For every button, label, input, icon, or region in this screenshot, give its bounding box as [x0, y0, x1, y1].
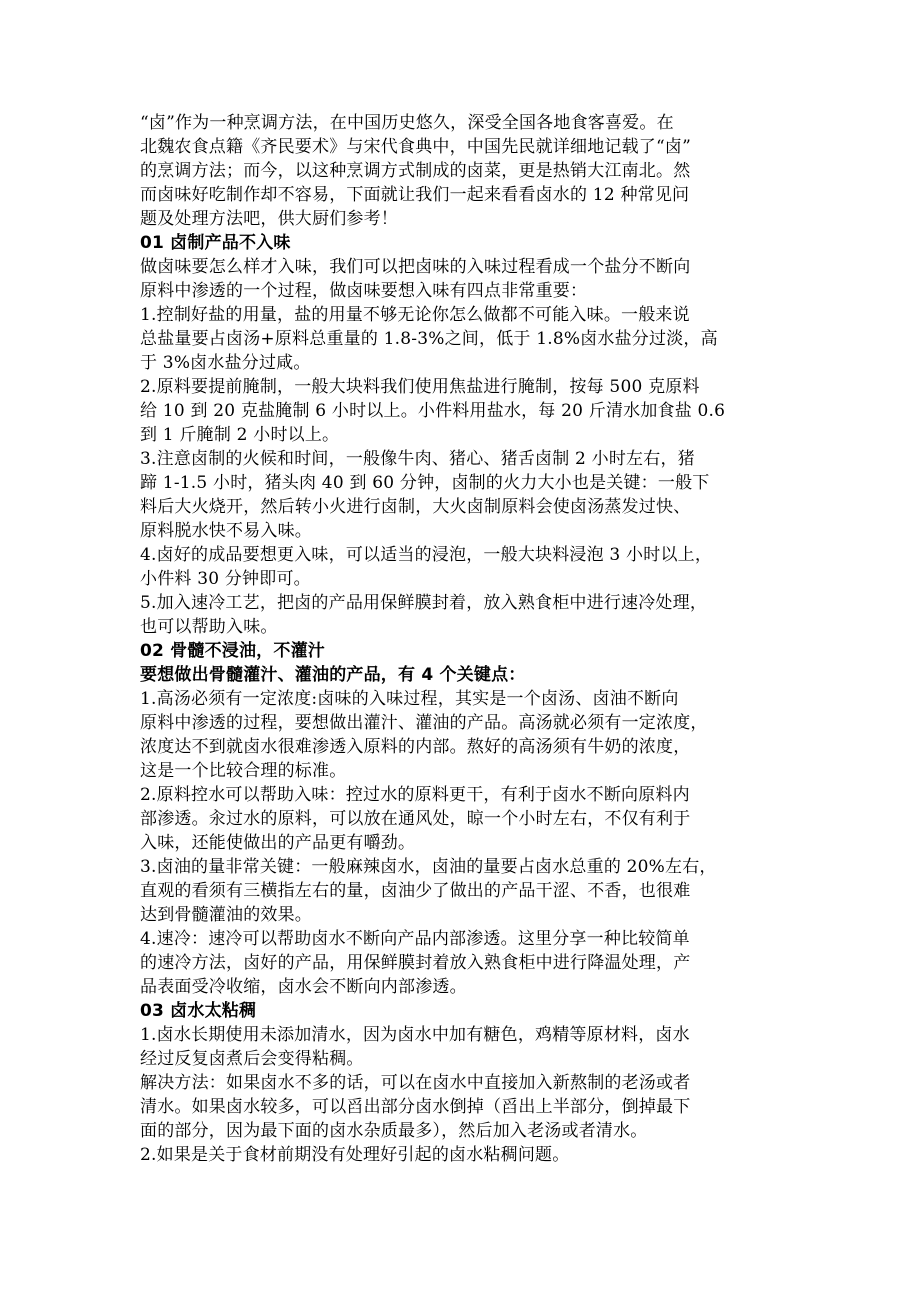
section-1-line: 4.卤好的成品要想更入味，可以适当的浸泡，一般大块料浸泡 3 小时以上， — [140, 545, 713, 565]
section-1-line: 总盐量要占卤汤+原料总重量的 1.8-3%之间，低于 1.8%卤水盐分过淡，高 — [140, 329, 718, 349]
section-1-line: 蹄 1-1.5 小时，猪头肉 40 到 60 分钟，卤制的火力大小也是关键：一般下 — [140, 473, 710, 493]
section-2-line: 4.速冷：速冷可以帮助卤水不断向产品内部渗透。这里分享一种比较简单 — [140, 929, 690, 949]
section-2-line: 入味，还能使做出的产品更有嚼劲。 — [140, 833, 416, 853]
section-1-heading: 01 卤制产品不入味 — [140, 233, 291, 253]
section-3-line: 经过反复卤煮后会变得粘稠。 — [140, 1049, 364, 1069]
section-1-line: 5.加入速冷工艺，把卤的产品用保鲜膜封着，放入熟食柜中进行速冷处理， — [140, 593, 708, 613]
section-1-line: 3.注意卤制的火候和时间，一般像牛肉、猪心、猪舌卤制 2 小时左右，猪 — [140, 449, 695, 469]
intro-line: 而卤味好吃制作却不容易，下面就让我们一起来看看卤水的 12 种常见问 — [140, 185, 690, 205]
section-2-line: 2.原料控水可以帮助入味：控过水的原料更干，有利于卤水不断向原料内 — [140, 785, 690, 805]
section-2-line: 达到骨髓灌油的效果。 — [140, 905, 312, 925]
section-3-line: 面的部分，因为最下面的卤水杂质最多），然后加入老汤或者清水。 — [140, 1121, 648, 1141]
document-page — [140, 111, 780, 1167]
section-3-line: 2.如果是关于食材前期没有处理好引起的卤水粘稠问题。 — [140, 1145, 570, 1165]
section-1-line: 给 10 到 20 克盐腌制 6 小时以上。小件料用盐水，每 20 斤清水加食盐 0.6 — [140, 401, 726, 421]
section-1-line: 2.原料要提前腌制，一般大块料我们使用焦盐进行腌制，按每 500 克原料 — [140, 377, 700, 397]
section-3-heading: 03 卤水太粘稠 — [140, 1001, 257, 1021]
section-3-line: 1.卤水长期使用未添加清水，因为卤水中加有糖色，鸡精等原材料，卤水 — [140, 1025, 690, 1045]
section-1-line: 小件料 30 分钟即可。 — [140, 569, 311, 589]
section-2-subheading: 要想做出骨髓灌汁、灌油的产品，有 4 个关键点： — [140, 665, 526, 685]
section-2-line: 原料中渗透的过程，要想做出灌汁、灌油的产品。高汤就必须有一定浓度， — [140, 713, 708, 733]
section-2-line: 浓度达不到就卤水很难渗透入原料的内部。熬好的高汤须有牛奶的浓度， — [140, 737, 691, 757]
section-1-line: 料后大火烧开，然后转小火进行卤制，大火卤制原料会使卤汤蒸发过快、 — [140, 497, 691, 517]
section-2-line: 的速冷方法，卤好的产品，用保鲜膜封着放入熟食柜中进行降温处理，产 — [140, 953, 691, 973]
section-1-line: 做卤味要怎么样才入味，我们可以把卤味的入味过程看成一个盐分不断向 — [140, 257, 691, 277]
intro-line: 的烹调方法；而今，以这种烹调方式制成的卤菜，更是热销大江南北。然 — [140, 161, 691, 181]
section-2-line: 1.高汤必须有一定浓度:卤味的入味过程，其实是一个卤汤、卤油不断向 — [140, 689, 679, 709]
intro-line: 北魏农食点籍《齐民要术》与宋代食典中，中国先民就详细地记载了“卤” — [140, 137, 691, 157]
section-2-line: 部渗透。汆过水的原料，可以放在通风处，晾一个小时左右，不仅有利于 — [140, 809, 691, 829]
section-1-line: 也可以帮助入味。 — [140, 617, 278, 637]
section-3-line: 解决方法：如果卤水不多的话，可以在卤水中直接加入新熬制的老汤或者 — [140, 1073, 691, 1093]
section-1-line: 于 3%卤水盐分过咸。 — [140, 353, 311, 373]
section-1-line: 原料脱水快不易入味。 — [140, 521, 312, 541]
section-1-line: 1.控制好盐的用量，盐的用量不够无论你怎么做都不可能入味。一般来说 — [140, 305, 690, 325]
section-1-line: 到 1 斤腌制 2 小时以上。 — [140, 425, 340, 445]
section-2-line: 这是一个比较合理的标准。 — [140, 761, 347, 781]
section-1-line: 原料中渗透的一个过程，做卤味要想入味有四点非常重要： — [140, 281, 588, 301]
intro-line: 题及处理方法吧，供大厨们参考！ — [140, 209, 398, 229]
section-2-line: 品表面受冷收缩，卤水会不断向内部渗透。 — [140, 977, 467, 997]
intro-line: “卤”作为一种烹调方法，在中国历史悠久，深受全国各地食客喜爱。在 — [140, 113, 674, 133]
section-3-line: 清水。如果卤水较多，可以舀出部分卤水倒掉（舀出上半部分，倒掉最下 — [140, 1097, 691, 1117]
section-2-heading: 02 骨髓不浸油，不灌汁 — [140, 641, 325, 661]
section-2-line: 直观的看须有三横指左右的量，卤油少了做出的产品干涩、不香，也很难 — [140, 881, 691, 901]
section-2-line: 3.卤油的量非常关键：一般麻辣卤水，卤油的量要占卤水总重的 20%左右， — [140, 857, 717, 877]
